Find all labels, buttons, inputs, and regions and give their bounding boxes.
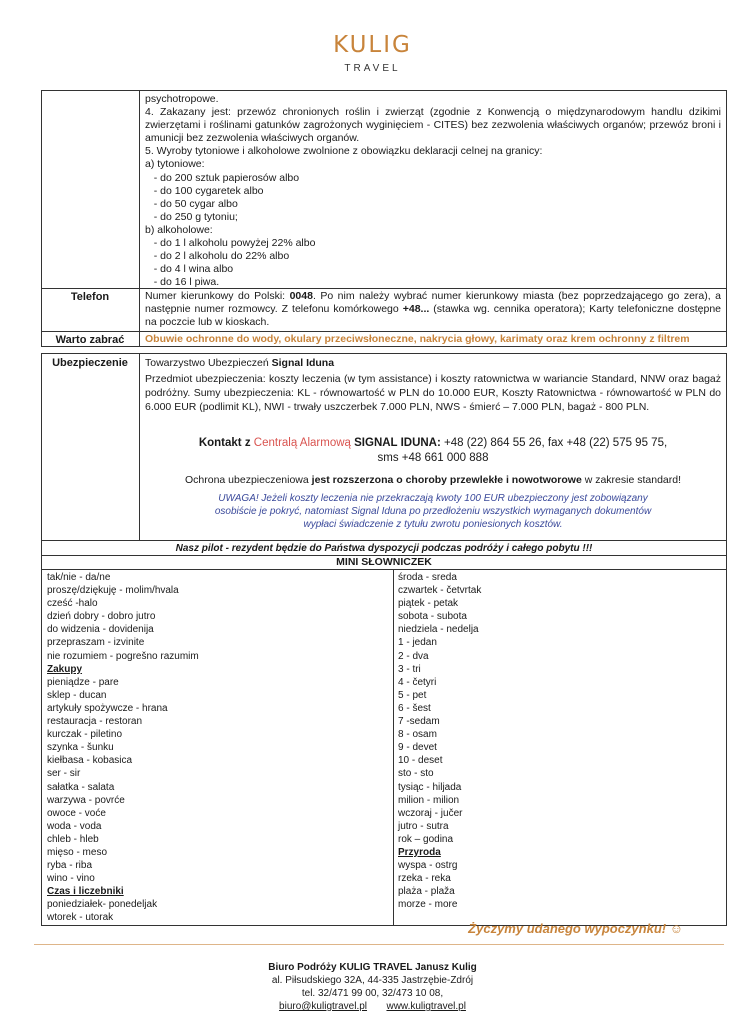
customs-line: - do 200 sztuk papierosów albo bbox=[145, 171, 300, 184]
dictionary-entry: ser - sir bbox=[47, 768, 81, 780]
dictionary-entry: pieniądze - pare bbox=[47, 676, 119, 688]
dictionary-entry: środa - sreda bbox=[398, 572, 457, 583]
footer-address: al. Piłsudskiego 32A, 44-335 Jastrzębie-Zdrój bbox=[271, 975, 474, 986]
coverage-extension: Ochrona ubezpieczeniowa jest rozszerzona o choroby przewlekłe i nowotworowe w zakresie standard! bbox=[184, 474, 682, 486]
dictionary-entry: kiełbasa - kobasica bbox=[47, 755, 133, 767]
dictionary-entry: sto - sto bbox=[398, 768, 434, 780]
dictionary-entry: sobota - subota bbox=[398, 611, 467, 623]
dictionary-entry: 5 - pet bbox=[398, 689, 427, 701]
dictionary-entry: woda - voda bbox=[47, 820, 102, 832]
customs-line: - do 4 l wina albo bbox=[145, 263, 234, 276]
customs-line: - do 2 l alkoholu do 22% albo bbox=[145, 250, 290, 263]
customs-line: 5. Wyroby tytoniowe i alkoholowe zwolnione z obowiązku deklaracji celnej na granicy: bbox=[145, 145, 543, 158]
company-logo: KULIG bbox=[333, 32, 412, 58]
customs-line: - do 16 l piwa. bbox=[145, 276, 220, 289]
dictionary-entry: owoce - voće bbox=[47, 807, 106, 819]
dictionary-entry: morze - more bbox=[398, 899, 458, 911]
dictionary-entry: 8 - osam bbox=[398, 729, 437, 741]
dictionary-entry: jutro - sutra bbox=[398, 820, 449, 832]
footer-email-link[interactable]: biuro@kuligtravel.pl bbox=[279, 1001, 368, 1012]
dictionary-entry: wyspa - ostrg bbox=[398, 860, 458, 872]
dictionary-entry: cześć -halo bbox=[47, 598, 98, 610]
warning-note: UWAGA! Jeżeli koszty leczenia nie przekraczają kwoty 100 EUR ubezpieczony jest zobowiązany osobiście je pokryć, natomiast Signal Iduna po przedłożeniu wszystkich wymaganych dokumentów wypłaci świadczenie z tytułu zwrotu poniesionych kosztów. bbox=[214, 493, 652, 531]
customs-line: psychotropowe. bbox=[145, 93, 219, 105]
customs-rules bbox=[145, 93, 724, 289]
dictionary-section-heading: Zakupy bbox=[47, 663, 83, 675]
dictionary-entry: 10 - deset bbox=[398, 755, 443, 767]
pilot-note: Nasz pilot - rezydent będzie do Państwa dyspozycji podczas podróży i całego pobytu !!! bbox=[175, 543, 593, 554]
phone-info: Numer kierunkowy do Polski: 0048. Po nim należy wybrać numer kierunkowy miasta (bez poprzedzającego go zera), a następnie numer rozmowcy. Z telefonu komórkowego +48... (stawka wg. cennika operatora); Karty telefoniczne dostępne na poczcie lub w kioskach. bbox=[145, 290, 721, 329]
dictionary-entry: 1 - jedan bbox=[398, 637, 437, 649]
dictionary-entry: 4 - četyri bbox=[398, 676, 437, 688]
dictionary-entry: czwartek - četvrtak bbox=[398, 585, 482, 597]
dictionary-entry: mięso - meso bbox=[47, 846, 108, 858]
dictionary-entry: chleb - hleb bbox=[47, 833, 99, 845]
dictionary-right-column bbox=[398, 571, 481, 911]
customs-line: a) tytoniowe: bbox=[145, 158, 205, 171]
dictionary-entry: 3 - tri bbox=[398, 663, 421, 675]
footer bbox=[0, 961, 745, 1013]
customs-line: - do 250 g tytoniu; bbox=[145, 210, 238, 223]
insurance-details: Przedmiot ubezpieczenia: koszty leczenia (w tym assistance) i koszty ratownictwa w wariancie Standard, NNW oraz bagaż podróżny. Sumy ubezpieczenia: KL - równowartość w PLN do 10.000 EUR, Koszty Ratownictwa - równowartość w PLN do 6.000 EUR (podlimit KL), NWI - trwały uszczerbek 7.000 PLN, NWS - śmierć – 7.000 PLN, bagaż - 800 PLN. bbox=[145, 373, 721, 414]
customs-line: 4. Zakazany jest: przewóz chronionych roślin i zwierząt (zgodnie z Konwencją o międzynarodowym handlu dzikimi zwierzętami i roślinami gatunków zagrożonych wyginięciem - CITES) bez zezwolenia właściwych organów; przewóz broni i amunicji bez zezwolenia właściwych organów. bbox=[145, 106, 724, 145]
dictionary-entry: nie rozumiem - pogrešno razumim bbox=[47, 650, 199, 662]
dictionary-entry: przepraszam - izvinite bbox=[47, 637, 145, 649]
customs-line: - do 1 l alkoholu powyżej 22% albo bbox=[145, 237, 316, 250]
footer-website-link[interactable]: www.kuligtravel.pl bbox=[386, 1001, 466, 1012]
dictionary-entry: rok – godina bbox=[398, 833, 454, 845]
dictionary-section-heading: Przyroda bbox=[398, 846, 441, 858]
customs-line: - do 100 cygaretek albo bbox=[145, 184, 264, 197]
dictionary-entry: niedziela - nedelja bbox=[398, 624, 479, 636]
dictionary-entry: 7 -sedam bbox=[398, 716, 440, 728]
emergency-sms: sms +48 661 000 888 bbox=[377, 452, 489, 464]
footer-company: Biuro Podróży KULIG TRAVEL Janusz Kulig bbox=[268, 962, 477, 973]
dictionary-left-column bbox=[47, 571, 199, 925]
dictionary-entry: plaża - plaža bbox=[398, 886, 455, 898]
dictionary-entry: sałatka - salata bbox=[47, 781, 115, 793]
dictionary-entry: 6 - šest bbox=[398, 702, 431, 714]
dictionary-entry: piątek - petak bbox=[398, 598, 459, 610]
dictionary-entry: tysiąc - hiljada bbox=[398, 781, 462, 793]
take-items: Obuwie ochronne do wody, okulary przeciwsłoneczne, nakrycia głowy, karimaty oraz krem ochronny z filtrem bbox=[145, 333, 690, 345]
dictionary-entry: warzywa - povrće bbox=[47, 794, 125, 806]
dictionary-entry: wino - vino bbox=[47, 873, 95, 885]
company-logo-subtitle: TRAVEL bbox=[344, 63, 401, 74]
dictionary-entry: artykuły spożywcze - hrana bbox=[47, 702, 168, 714]
phone-label: Telefon bbox=[70, 291, 110, 303]
dictionary-entry: do widzenia - dovidenija bbox=[47, 624, 154, 636]
dictionary-entry: kurczak - piletino bbox=[47, 729, 123, 741]
customs-line: b) alkoholowe: bbox=[145, 223, 213, 236]
dictionary-entry: poniedziałek- ponedeljak bbox=[47, 899, 158, 911]
footer-phones: tel. 32/471 99 00, 32/473 10 08, bbox=[301, 988, 444, 999]
insurance-company: Towarzystwo Ubezpieczeń Signal Iduna bbox=[145, 357, 335, 369]
dictionary-entry: restauracja - restoran bbox=[47, 716, 143, 728]
dictionary-entry: wczoraj - jučer bbox=[398, 807, 463, 819]
dictionary-title: MINI SŁOWNICZEK bbox=[336, 556, 432, 568]
dictionary-entry: 9 - devet bbox=[398, 742, 437, 754]
dictionary-entry: 2 - dva bbox=[398, 650, 429, 662]
take-label: Warto zabrać bbox=[55, 334, 125, 346]
dictionary-entry: ryba - riba bbox=[47, 860, 93, 872]
footer-divider bbox=[34, 944, 724, 945]
dictionary-entry: dzień dobry - dobro jutro bbox=[47, 611, 156, 623]
dictionary-entry: wtorek - utorak bbox=[47, 912, 114, 924]
dictionary-entry: sklep - ducan bbox=[47, 689, 107, 701]
emergency-contact: Kontakt z Centralą Alarmową SIGNAL IDUNA: +48 (22) 864 55 26, fax +48 (22) 575 95 75, bbox=[198, 437, 668, 449]
dictionary-section-heading: Czas i liczebniki bbox=[47, 886, 124, 898]
dictionary-entry: proszę/dziękuję - molim/hvala bbox=[47, 585, 179, 597]
customs-line: - do 50 cygar albo bbox=[145, 197, 238, 210]
dictionary-entry: rzeka - reka bbox=[398, 873, 451, 885]
insurance-label: Ubezpieczenie bbox=[52, 357, 128, 369]
dictionary-entry: milion - milion bbox=[398, 794, 460, 806]
dictionary-entry: tak/nie - da/ne bbox=[47, 572, 111, 583]
closing-wish: Życzymy udanego wypoczynku! ☺ bbox=[468, 921, 683, 936]
dictionary-entry: szynka - šunku bbox=[47, 742, 114, 754]
